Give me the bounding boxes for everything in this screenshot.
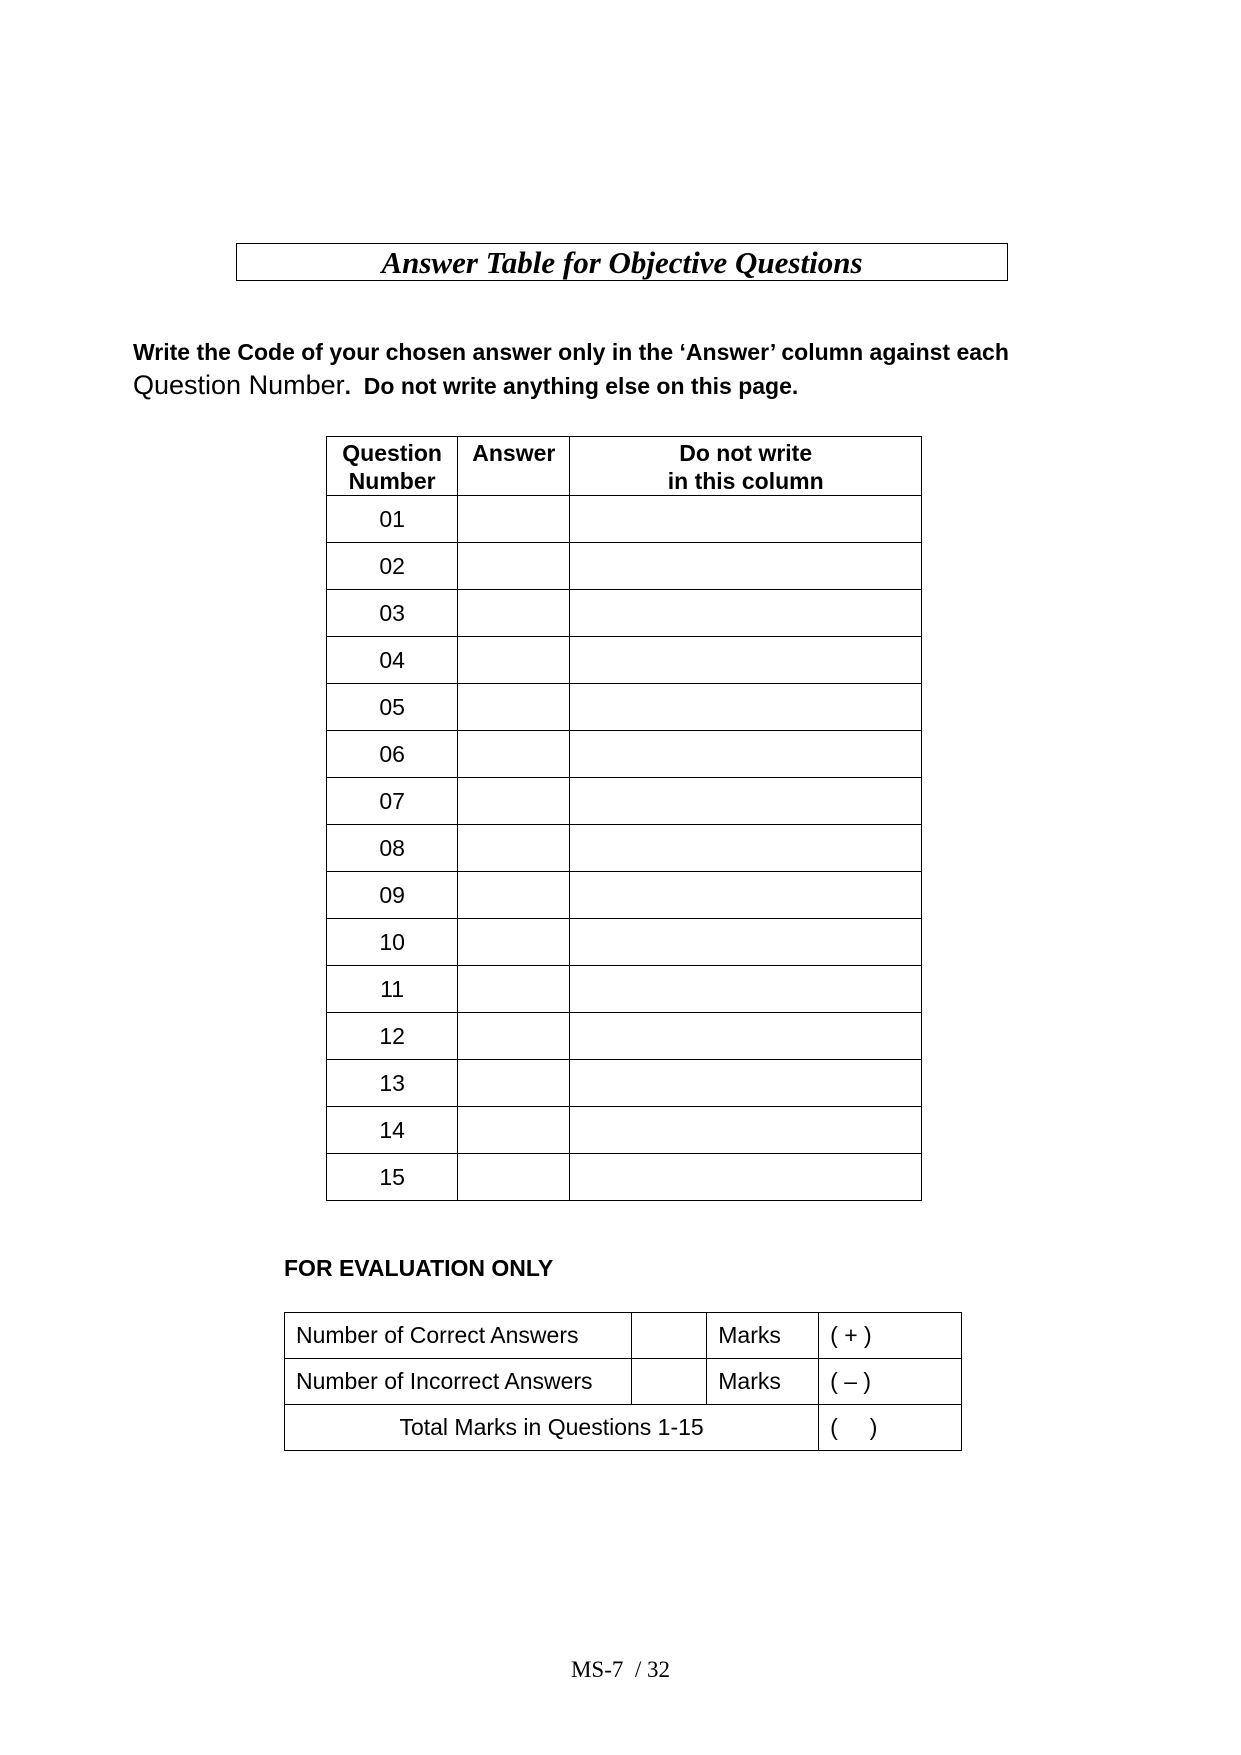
- answer-cell[interactable]: [458, 1060, 570, 1107]
- answer-cell[interactable]: [458, 637, 570, 684]
- do-not-write-cell: [570, 590, 922, 637]
- table-row: [327, 731, 922, 778]
- question-number-cell: 03: [327, 590, 458, 637]
- question-number-cell: 05: [327, 684, 458, 731]
- answer-cell[interactable]: [458, 1107, 570, 1154]
- question-number-cell: 09: [327, 872, 458, 919]
- question-number-cell: 15: [327, 1154, 458, 1201]
- table-row: [285, 1405, 962, 1451]
- answer-cell[interactable]: [458, 825, 570, 872]
- question-number-cell: 10: [327, 919, 458, 966]
- answer-table: [326, 436, 922, 1201]
- question-number-cell: 04: [327, 637, 458, 684]
- table-row: [285, 1313, 962, 1359]
- evaluation-heading: FOR EVALUATION ONLY: [284, 1255, 554, 1281]
- do-not-write-cell: [570, 543, 922, 590]
- do-not-write-cell: [570, 496, 922, 543]
- instructions-text-4: Do not write anything else on this page.: [363, 373, 799, 399]
- table-row: [327, 1107, 922, 1154]
- total-marks-label: Total Marks in Questions 1-15: [285, 1405, 819, 1451]
- question-number-cell: 08: [327, 825, 458, 872]
- table-row: [327, 590, 922, 637]
- do-not-write-cell: [570, 1060, 922, 1107]
- answer-table-header: [327, 437, 922, 496]
- correct-answers-label: Number of Correct Answers: [285, 1313, 632, 1359]
- total-marks-cell: ( ): [819, 1405, 962, 1451]
- incorrect-answers-label: Number of Incorrect Answers: [285, 1359, 632, 1405]
- answer-cell[interactable]: [458, 872, 570, 919]
- instructions-text-1: Write the Code of your chosen answer only in the ‘Answer’ column against each: [133, 339, 1009, 365]
- evaluation-table: [284, 1312, 962, 1451]
- do-not-write-cell: [570, 872, 922, 919]
- table-row: [327, 637, 922, 684]
- marks-label: Marks: [707, 1313, 819, 1359]
- page-title: Answer Table for Objective Questions: [236, 243, 1008, 281]
- table-row: [327, 1013, 922, 1060]
- do-not-write-cell: [570, 778, 922, 825]
- marks-label: Marks: [707, 1359, 819, 1405]
- answer-cell[interactable]: [458, 590, 570, 637]
- plus-marks-cell: ( + ): [819, 1313, 962, 1359]
- answer-cell[interactable]: [458, 731, 570, 778]
- table-row: [285, 1359, 962, 1405]
- minus-marks-cell: ( – ): [819, 1359, 962, 1405]
- question-number-cell: 12: [327, 1013, 458, 1060]
- table-row: [327, 919, 922, 966]
- table-row: [327, 684, 922, 731]
- answer-cell[interactable]: [458, 1013, 570, 1060]
- do-not-write-cell: [570, 684, 922, 731]
- answer-cell[interactable]: [458, 543, 570, 590]
- table-row: [327, 1060, 922, 1107]
- answer-cell[interactable]: [458, 1154, 570, 1201]
- answer-cell[interactable]: [458, 684, 570, 731]
- answer-cell[interactable]: [458, 778, 570, 825]
- instructions-text-3: .: [344, 373, 351, 399]
- answer-cell[interactable]: [458, 966, 570, 1013]
- answer-cell[interactable]: [458, 919, 570, 966]
- table-row: [327, 1154, 922, 1201]
- instructions: [133, 336, 1133, 403]
- incorrect-answers-count-cell: [632, 1359, 707, 1405]
- do-not-write-cell: [570, 966, 922, 1013]
- table-row: [327, 543, 922, 590]
- question-number-cell: 11: [327, 966, 458, 1013]
- do-not-write-cell: [570, 1013, 922, 1060]
- table-row: [327, 778, 922, 825]
- table-row: [327, 496, 922, 543]
- table-row: [327, 966, 922, 1013]
- page-footer: MS-7 / 32: [570, 1657, 671, 1682]
- do-not-write-cell: [570, 825, 922, 872]
- do-not-write-cell: [570, 1107, 922, 1154]
- question-number-cell: 01: [327, 496, 458, 543]
- header-answer: Answer: [458, 437, 570, 496]
- answer-cell[interactable]: [458, 496, 570, 543]
- header-question-number: Question Number: [327, 437, 458, 496]
- question-number-cell: 02: [327, 543, 458, 590]
- instructions-text-2: Question Number: [133, 370, 345, 400]
- table-row: [327, 825, 922, 872]
- do-not-write-cell: [570, 919, 922, 966]
- question-number-cell: 06: [327, 731, 458, 778]
- correct-answers-count-cell: [632, 1313, 707, 1359]
- table-row: [327, 872, 922, 919]
- do-not-write-cell: [570, 1154, 922, 1201]
- header-do-not-write: Do not write in this column: [570, 437, 922, 496]
- do-not-write-cell: [570, 637, 922, 684]
- question-number-cell: 14: [327, 1107, 458, 1154]
- question-number-cell: 07: [327, 778, 458, 825]
- do-not-write-cell: [570, 731, 922, 778]
- question-number-cell: 13: [327, 1060, 458, 1107]
